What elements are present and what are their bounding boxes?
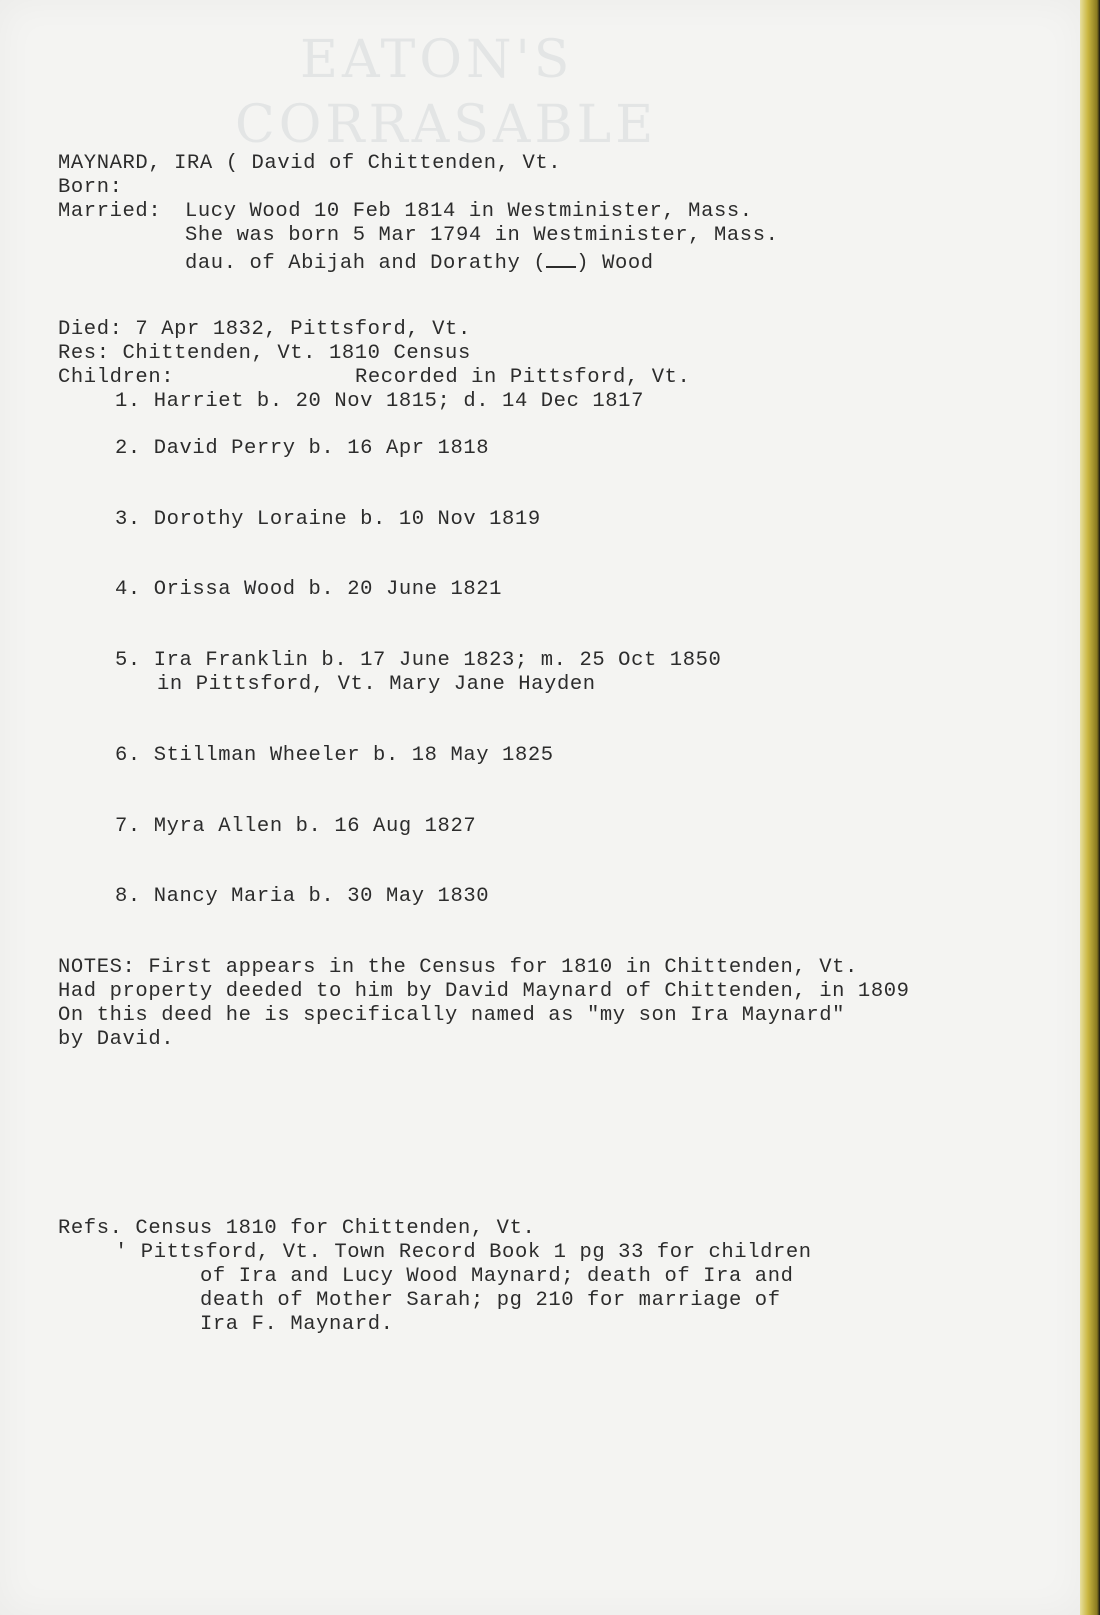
page-edge bbox=[1080, 0, 1100, 1615]
refs-line-1: Refs. Census 1810 for Chittenden, Vt. bbox=[58, 1217, 536, 1240]
refs-line-4: death of Mother Sarah; pg 210 for marriage of bbox=[200, 1289, 781, 1312]
name-line: MAYNARD, IRA ( David of Chittenden, Vt. bbox=[58, 152, 562, 175]
child-2: 2. David Perry b. 16 Apr 1818 bbox=[115, 437, 490, 460]
residence-line: Res: Chittenden, Vt. 1810 Census bbox=[58, 342, 471, 365]
refs-line-2: ' Pittsford, Vt. Town Record Book 1 pg 33 for children bbox=[115, 1241, 812, 1264]
married-line-3 bbox=[185, 248, 654, 276]
recorded-line: Recorded in Pittsford, Vt. bbox=[355, 366, 691, 389]
married-line-3-start: dau. of Abijah and Dorathy ( bbox=[185, 252, 547, 275]
child-3: 3. Dorothy Loraine b. 10 Nov 1819 bbox=[115, 508, 541, 531]
child-6: 6. Stillman Wheeler b. 18 May 1825 bbox=[115, 744, 554, 767]
married-line-1: Lucy Wood 10 Feb 1814 in Westminister, Mass. bbox=[185, 200, 753, 223]
refs-line-5: Ira F. Maynard. bbox=[200, 1313, 394, 1336]
child-1: 1. Harriet b. 20 Nov 1815; d. 14 Dec 1817 bbox=[115, 390, 644, 413]
notes-line-2: Had property deeded to him by David Maynard of Chittenden, in 1809 bbox=[58, 980, 910, 1003]
notes-line-4: by David. bbox=[58, 1028, 175, 1051]
watermark-line-1: EATON'S bbox=[300, 30, 574, 90]
watermark-line-2: CORRASABLE bbox=[235, 95, 658, 155]
married-label: Married: bbox=[58, 200, 162, 223]
notes-line-1: NOTES: First appears in the Census for 1810 in Chittenden, Vt. bbox=[58, 956, 858, 979]
children-label: Children: bbox=[58, 366, 175, 389]
child-5-continued: in Pittsford, Vt. Mary Jane Hayden bbox=[157, 673, 596, 696]
refs-line-3: of Ira and Lucy Wood Maynard; death of Ira and bbox=[200, 1265, 794, 1288]
born-line: Born: bbox=[58, 176, 123, 199]
married-line-2: She was born 5 Mar 1794 in Westminister, Mass. bbox=[185, 224, 779, 247]
notes-line-3: On this deed he is specifically named as "my son Ira Maynard" bbox=[58, 1004, 846, 1027]
married-line-3-end: ) Wood bbox=[576, 252, 654, 275]
child-7: 7. Myra Allen b. 16 Aug 1827 bbox=[115, 815, 477, 838]
died-line: Died: 7 Apr 1832, Pittsford, Vt. bbox=[58, 318, 471, 341]
child-8: 8. Nancy Maria b. 30 May 1830 bbox=[115, 885, 490, 908]
child-5: 5. Ira Franklin b. 17 June 1823; m. 25 Oct 1850 bbox=[115, 649, 722, 672]
blank-maiden-name bbox=[546, 248, 576, 268]
child-4: 4. Orissa Wood b. 20 June 1821 bbox=[115, 578, 503, 601]
